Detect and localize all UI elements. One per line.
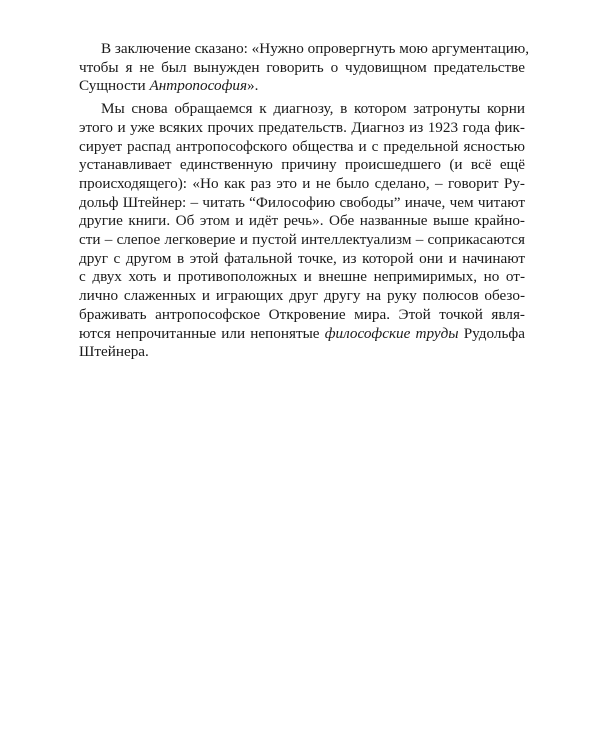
text-fragment: Рудольфа <box>458 324 525 342</box>
text-line: браживать антропософское Откровение мира. Этой точкой явля- <box>79 305 525 323</box>
text-line: лично слаженных и играющих друг другу на руку полюсов обезо- <box>79 287 525 305</box>
text-fragment: ». <box>247 77 259 95</box>
text-line <box>79 325 525 344</box>
text-line: дольф Штейнер: – читать “Философию свободы” иначе, чем читают <box>79 193 525 211</box>
text-line: с двух хоть и противоположных и внешне непримиримых, но от- <box>79 268 525 286</box>
text-line: сти – слепое легковерие и пустой интеллектуализм – соприкасаются <box>79 231 525 249</box>
text-fragment: ются непрочитанные или непонятые <box>79 324 325 342</box>
text-line: происходящего): «Но как раз это и не было сделано, – говорит Ру- <box>79 174 525 192</box>
paragraph-1 <box>79 40 530 96</box>
text-line: другие книги. Об этом и идёт речь». Обе названные выше крайно- <box>79 212 525 230</box>
text-line: сирует распад антропософского общества и с предельной ясностью <box>79 137 525 155</box>
text-line: В заключение сказано: «Нужно опровергнуть мою аргументацию, <box>101 40 530 57</box>
paragraph-2 <box>79 100 525 362</box>
italic-term: Антропософия <box>149 77 247 95</box>
text-line: Штейнера. <box>79 343 149 361</box>
text-line: чтобы я не был вынужден говорить о чудовищном предательстве <box>79 58 525 76</box>
text-line <box>79 77 525 96</box>
document-body <box>79 40 530 362</box>
italic-term: философские труды <box>324 324 459 342</box>
text-line: друг с другом в этой фатальной точке, из которой они и начинают <box>79 249 525 267</box>
text-fragment: Сущности <box>79 77 150 95</box>
text-line: этого и уже всяких прочих предательств. Диагноз из 1923 года фик- <box>79 118 525 136</box>
text-line: Мы снова обращаемся к диагнозу, в котором затронуты корни <box>101 100 525 118</box>
text-line: устанавливает единственную причину происшедшего (и всё ещё <box>79 156 525 174</box>
